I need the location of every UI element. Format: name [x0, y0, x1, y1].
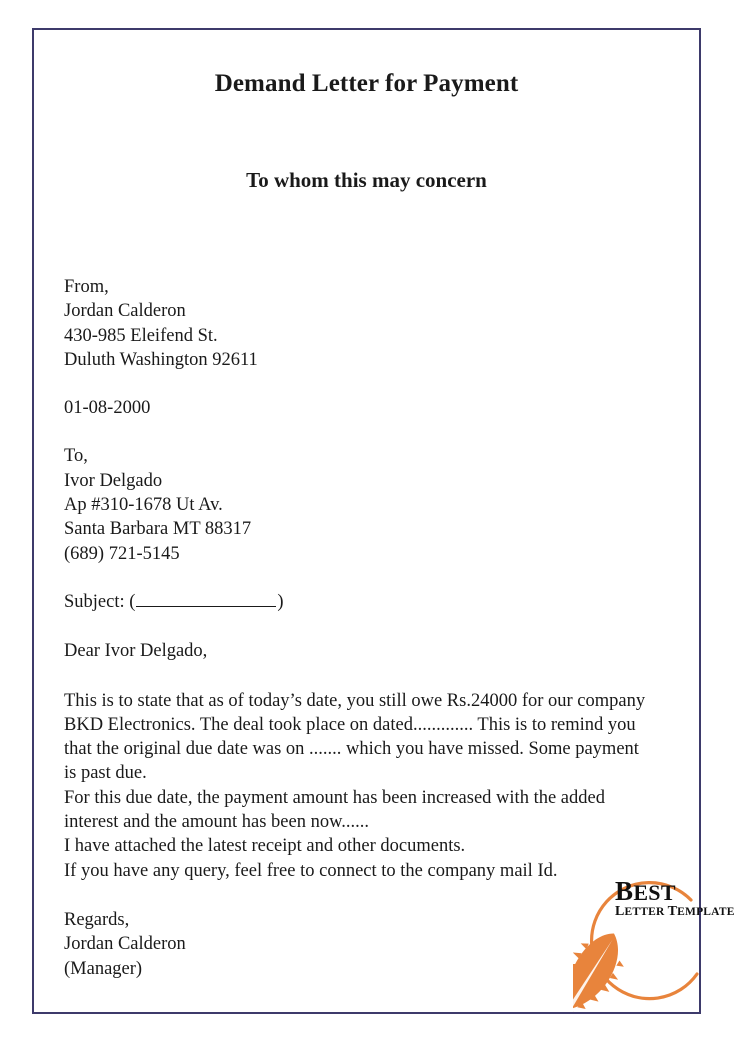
letter-date	[64, 396, 682, 420]
salutation	[64, 639, 682, 663]
logo-brand-initial: B	[615, 876, 634, 906]
spacer	[64, 664, 682, 689]
body-line: interest and the amount has been now......	[64, 812, 369, 833]
closing-designation: (Manager)	[64, 958, 143, 979]
sender-name: Jordan Calderon	[64, 301, 186, 322]
spacer	[64, 420, 682, 444]
recipient-address-block	[64, 444, 682, 565]
date-value: 01-08-2000	[64, 398, 151, 419]
body-line: I have attached the latest receipt and other documents.	[64, 836, 466, 857]
recipient-label: To,	[64, 446, 88, 467]
body-line: For this due date, the payment amount has been increased with the added	[64, 787, 605, 808]
spacer	[64, 372, 682, 396]
letter-page	[32, 28, 701, 1014]
sender-city-state-zip: Duluth Washington 92611	[64, 349, 258, 370]
logo-brand-rest: EST	[633, 880, 676, 905]
body-line: This is to state that as of today’s date, you still owe Rs.24000 for our company	[64, 690, 646, 711]
recipient-name: Ivor Delgado	[64, 470, 163, 491]
recipient-city-state-zip: Santa Barbara MT 88317	[64, 519, 252, 540]
body-line: BKD Electronics. The deal took place on dated............. This is to remind you	[64, 714, 636, 735]
letter-body-text	[64, 689, 682, 883]
spacer	[64, 614, 682, 639]
closing-name: Jordan Calderon	[64, 934, 186, 955]
sender-address-block	[64, 275, 682, 372]
subject-close-paren: )	[277, 591, 284, 612]
sender-label: From,	[64, 277, 109, 297]
logo-tagline-rest-1: ETTER	[624, 906, 668, 918]
recipient-phone: (689) 721-5145	[64, 543, 180, 564]
logo-tagline-initial-2: T	[667, 904, 678, 919]
body-line: is past due.	[64, 763, 147, 784]
body-line: If you have any query, feel free to connect to the company mail Id.	[64, 860, 558, 881]
page-title: Demand Letter for Payment	[214, 70, 519, 97]
spacer	[64, 883, 682, 908]
closing-regards: Regards,	[64, 909, 130, 930]
closing-block	[64, 908, 682, 981]
salutation-text: Dear Ivor Delgado,	[64, 641, 208, 662]
subject-line	[64, 590, 682, 614]
subject-label: Subject: (	[64, 591, 136, 612]
spacer	[64, 566, 682, 590]
sender-street: 430-985 Eleifend St.	[64, 325, 218, 346]
logo-tagline-rest-2: EMPLATE	[677, 906, 735, 918]
document-subtitle: To whom this may concern	[246, 168, 487, 192]
body-line: that the original due date was on ....... which you have missed. Some payment	[64, 739, 639, 760]
subject-input-blank[interactable]	[136, 591, 276, 607]
letter-content	[64, 275, 682, 981]
logo-tagline-initial-1: L	[615, 904, 625, 919]
recipient-street: Ap #310-1678 Ut Av.	[64, 495, 223, 516]
